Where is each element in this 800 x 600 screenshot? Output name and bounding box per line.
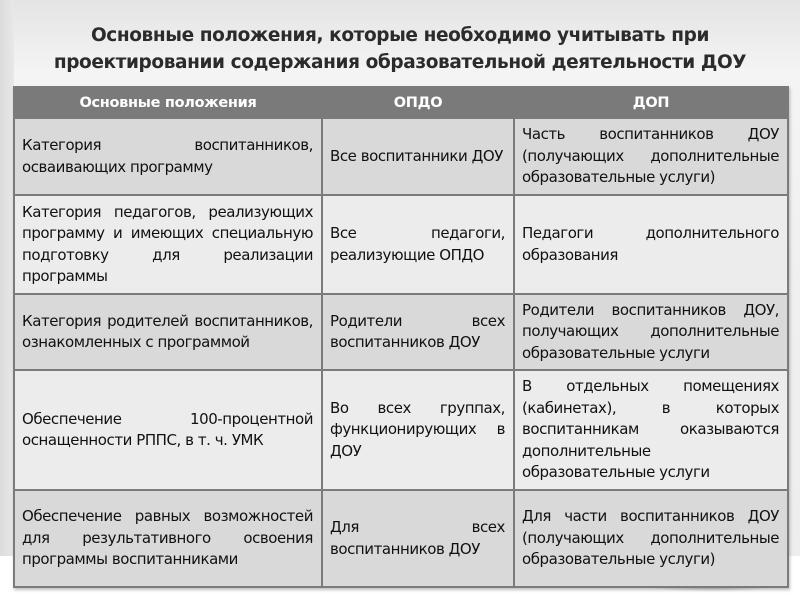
background-left-band [0,0,14,560]
table-row [14,294,788,370]
cell-opdo: Во всех группах, функционирующих в ДОУ [322,370,514,490]
cell-position: Категория воспитанников, осваивающих программу [14,118,322,195]
comparison-table [13,86,789,588]
cell-dop: Часть воспитанников ДОУ (получающих дополнительные образовательные услуги) [514,118,788,195]
cell-dop: В отдельных помещениях (кабинетах), в которых воспитанникам оказываются дополнительные образовательные услуги [514,370,788,490]
header-opdo: ОПДО [322,87,514,118]
cell-dop: Педагоги дополнительного образования [514,195,788,294]
cell-position: Категория педагогов, реализующих программу и имеющих специальную подготовку для реализации программы [14,195,322,294]
table-row [14,490,788,587]
table-row [14,370,788,490]
cell-dop: Для части воспитанников ДОУ (получающих дополнительные образовательные услуги) [514,490,788,587]
slide-title-line-1: Основные положения, которые необходимо учитывать при [90,25,710,46]
cell-position: Обеспечение 100-процентной оснащенности РППС, в т. ч. УМК [14,370,322,490]
cell-position: Обеспечение равных возможностей для результативного освоения программы воспитанниками [14,490,322,587]
cell-opdo: Все воспитанники ДОУ [322,118,514,195]
cell-dop: Родители воспитанников ДОУ, получающих дополнительные образовательные услуги [514,294,788,370]
cell-opdo: Все педагоги, реализующие ОПДО [322,195,514,294]
slide-title [0,22,800,76]
cell-position: Категория родителей воспитанников, ознакомленных с программой [14,294,322,370]
cell-opdo: Родители всех воспитанников ДОУ [322,294,514,370]
cell-opdo: Для всех воспитанников ДОУ [322,490,514,587]
header-dop: ДОП [514,87,788,118]
table-row [14,195,788,294]
table-row [14,118,788,195]
table-header-row [14,87,788,118]
slide-title-line-2: проектировании содержания образовательной деятельности ДОУ [53,52,747,73]
header-positions: Основные положения [14,87,322,118]
